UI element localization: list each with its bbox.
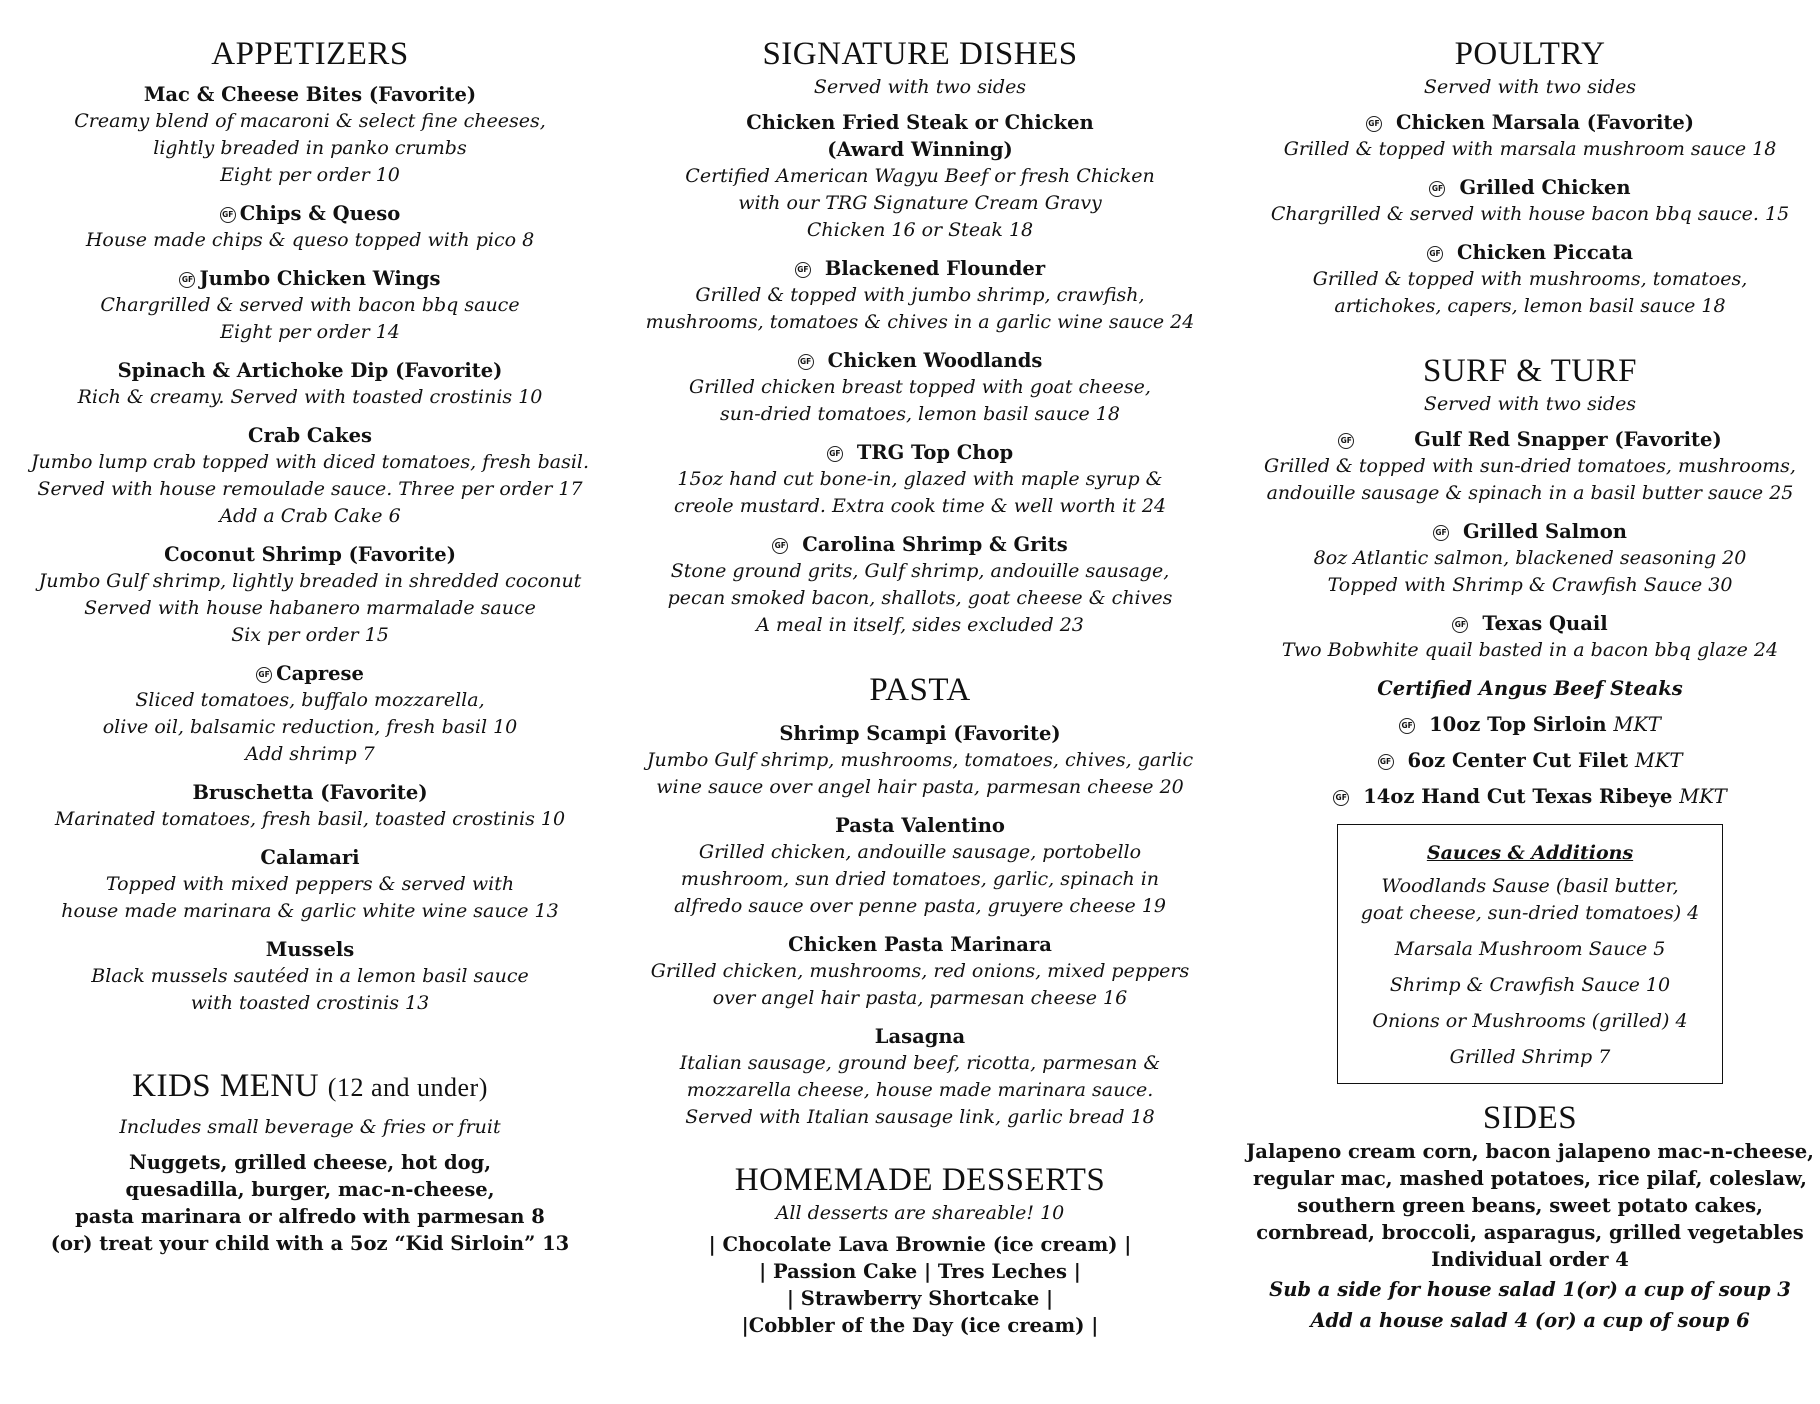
menu-item	[0, 541, 620, 649]
sauce-item: Shrimp & Crawfish Sauce 10	[1389, 974, 1671, 996]
section-subtitle: Served with two sides	[1423, 393, 1637, 415]
steak-price: MKT	[1634, 749, 1683, 772]
item-title: Chicken Woodlands	[827, 349, 1043, 372]
item-desc: olive oil, balsamic reduction, fresh basil 10	[102, 716, 518, 738]
menu-item	[1240, 610, 1820, 664]
section-subtitle: Served with two sides	[1423, 76, 1637, 98]
gluten-free-icon: GF	[798, 354, 814, 370]
menu-item	[640, 1023, 1200, 1131]
steak-item	[1240, 783, 1820, 810]
item-desc: House made chips & queso topped with pico 8	[85, 229, 535, 251]
item-desc: Grilled & topped with mushrooms, tomatoes,	[1312, 268, 1748, 290]
menu-item	[0, 265, 620, 346]
item-desc: Grilled & topped with sun-dried tomatoes, mushrooms,	[1264, 455, 1796, 477]
item-desc: Chargrilled & served with bacon bbq sauce	[100, 294, 520, 316]
poultry-heading: POULTRY	[1454, 36, 1606, 72]
menu-item	[640, 720, 1200, 801]
item-title: Mac & Cheese Bites (Favorite)	[143, 83, 477, 106]
item-title: Blackened Flounder	[824, 257, 1046, 280]
item-desc: 15oz hand cut bone-in, glazed with maple syrup &	[677, 468, 1163, 490]
gluten-free-icon: GF	[827, 446, 843, 462]
item-desc: alfredo sauce over penne pasta, gruyere cheese 19	[673, 895, 1167, 917]
sauce-item: Onions or Mushrooms (grilled) 4	[1372, 1010, 1688, 1032]
item-desc: creole mustard. Extra cook time & well worth it 24	[673, 495, 1167, 517]
menu-item	[0, 936, 620, 1017]
menu-item	[0, 660, 620, 768]
sides-line: southern green beans, sweet potato cakes,	[1297, 1194, 1763, 1217]
item-desc: Black mussels sautéed in a lemon basil sauce	[91, 965, 529, 987]
item-desc: Eight per order 10	[220, 164, 400, 186]
section-subtitle: Served with two sides	[813, 76, 1027, 98]
sides-line: Jalapeno cream corn, bacon jalapeno mac-n-cheese,	[1246, 1140, 1814, 1163]
dessert-line: |Cobbler of the Day (ice cream) |	[741, 1314, 1099, 1337]
menu-item	[1240, 426, 1820, 507]
steak-price: MKT	[1679, 785, 1727, 808]
item-title: Crab Cakes	[248, 424, 372, 447]
item-desc: Served with house habanero marmalade sauce	[84, 597, 536, 619]
item-title: Jumbo Chicken Wings	[199, 267, 441, 290]
item-title: Mussels	[265, 938, 355, 961]
item-desc: Topped with Shrimp & Crawfish Sauce 30	[1327, 574, 1733, 596]
item-desc: mushrooms, tomatoes & chives in a garlic wine sauce 24	[645, 311, 1195, 333]
signature-heading: SIGNATURE DISHES	[762, 36, 1078, 72]
item-title: Chips & Queso	[239, 202, 401, 225]
item-desc: sun-dried tomatoes, lemon basil sauce 18	[720, 403, 1120, 425]
item-title: Spinach & Artichoke Dip (Favorite)	[117, 359, 503, 382]
steaks-heading: Certified Angus Beef Steaks	[1377, 677, 1683, 700]
gluten-free-icon: GF	[256, 667, 272, 683]
sauces-box	[1337, 824, 1723, 1084]
kids-age-note: (12 and under)	[327, 1073, 488, 1102]
gluten-free-icon: GF	[220, 207, 236, 223]
sauce-item: Grilled Shrimp 7	[1449, 1046, 1611, 1068]
sides-line: Individual order 4	[1431, 1248, 1629, 1271]
item-title: TRG Top Chop	[856, 441, 1014, 464]
steak-item	[1240, 747, 1820, 774]
item-desc: Certified American Wagyu Beef or fresh Chicken	[685, 165, 1155, 187]
item-desc: wine sauce over angel hair pasta, parmesan cheese 20	[656, 776, 1184, 798]
item-desc: Jumbo Gulf shrimp, lightly breaded in shredded coconut	[38, 570, 582, 592]
menu-item	[640, 812, 1200, 920]
item-desc: Sliced tomatoes, buffalo mozzarella,	[135, 689, 485, 711]
menu-item	[0, 844, 620, 925]
item-desc: Stone ground grits, Gulf shrimp, andouille sausage,	[670, 560, 1170, 582]
menu-item	[640, 347, 1200, 428]
item-title: Lasagna	[874, 1025, 966, 1048]
sides-line: regular mac, mashed potatoes, rice pilaf, coleslaw,	[1253, 1167, 1807, 1190]
steak-item	[1240, 711, 1820, 738]
item-title: Chicken Pasta Marinara	[788, 933, 1052, 956]
item-title: Chicken Marsala (Favorite)	[1395, 111, 1695, 134]
surf-turf-heading: SURF & TURF	[1423, 353, 1637, 389]
menu-item	[0, 200, 620, 254]
menu-item	[0, 357, 620, 411]
menu-item	[1240, 174, 1820, 228]
steak-name: 14oz Hand Cut Texas Ribeye	[1363, 785, 1673, 808]
gluten-free-icon: GF	[1366, 116, 1382, 132]
sides-line: cornbread, broccoli, asparagus, grilled vegetables	[1256, 1221, 1804, 1244]
menu-item	[640, 531, 1200, 639]
item-title: Calamari	[260, 846, 360, 869]
item-desc: 8oz Atlantic salmon, blackened seasoning 20	[1313, 547, 1747, 569]
item-desc: Six per order 15	[231, 624, 389, 646]
kids-subtitle: Includes small beverage & fries or fruit	[119, 1116, 501, 1138]
menu-item	[640, 931, 1200, 1012]
menu-item	[0, 779, 620, 833]
steak-price: MKT	[1613, 713, 1661, 736]
item-desc: artichokes, capers, lemon basil sauce 18	[1334, 295, 1726, 317]
item-desc: with our TRG Signature Cream Gravy	[738, 192, 1102, 214]
gluten-free-icon: GF	[772, 538, 788, 554]
item-desc: Served with Italian sausage link, garlic bread 18	[685, 1106, 1155, 1128]
item-desc: pecan smoked bacon, shallots, goat cheese & chives	[667, 587, 1173, 609]
gluten-free-icon: GF	[1378, 754, 1394, 770]
item-desc: Served with house remoulade sauce. Three per order 17	[37, 478, 583, 500]
desserts-heading: HOMEMADE DESSERTS	[734, 1162, 1106, 1198]
steak-name: 6oz Center Cut Filet	[1407, 749, 1629, 772]
sides-heading: SIDES	[1482, 1100, 1578, 1136]
item-desc: andouille sausage & spinach in a basil butter sauce 25	[1266, 482, 1794, 504]
item-desc: Eight per order 14	[220, 321, 400, 343]
gluten-free-icon: GF	[1433, 525, 1449, 541]
gluten-free-icon: GF	[795, 262, 811, 278]
menu-item	[640, 439, 1200, 520]
menu-item	[0, 81, 620, 189]
sauce-item: Woodlands Sause (basil butter, goat cheese, sun-dried tomatoes) 4	[1360, 875, 1700, 924]
steak-name: 10oz Top Sirloin	[1429, 713, 1607, 736]
item-desc: over angel hair pasta, parmesan cheese 16	[712, 987, 1128, 1009]
item-desc: lightly breaded in panko crumbs	[153, 137, 467, 159]
item-desc: Jumbo Gulf shrimp, mushrooms, tomatoes, chives, garlic	[646, 749, 1194, 771]
section-subtitle: All desserts are shareable! 10	[775, 1202, 1065, 1224]
item-desc: Two Bobwhite quail basted in a bacon bbq glaze 24	[1281, 639, 1779, 661]
appetizers-heading: APPETIZERS	[211, 36, 409, 72]
gluten-free-icon: GF	[1338, 433, 1354, 449]
column-right	[1240, 0, 1820, 1335]
item-desc: Topped with mixed peppers & served with	[105, 873, 515, 895]
menu-item	[640, 255, 1200, 336]
sauce-item: Marsala Mushroom Sauce 5	[1394, 938, 1666, 960]
kids-menu-heading: KIDS MENU (12 and under)	[132, 1068, 488, 1104]
item-desc: house made marinara & garlic white wine sauce 13	[61, 900, 559, 922]
gluten-free-icon: GF	[1427, 246, 1443, 262]
gluten-free-icon: GF	[1333, 790, 1349, 806]
item-title-award: (Award Winning)	[827, 138, 1013, 161]
item-desc: A meal in itself, sides excluded 23	[756, 614, 1084, 636]
dessert-line: | Chocolate Lava Brownie (ice cream) |	[708, 1233, 1132, 1256]
gluten-free-icon: GF	[1452, 617, 1468, 633]
item-desc: mushroom, sun dried tomatoes, garlic, spinach in	[680, 868, 1160, 890]
item-title: Shrimp Scampi (Favorite)	[779, 722, 1061, 745]
item-desc: Marinated tomatoes, fresh basil, toasted crostinis 10	[54, 808, 566, 830]
item-desc: Chicken 16 or Steak 18	[806, 219, 1034, 241]
dessert-line: | Strawberry Shortcake |	[786, 1287, 1054, 1310]
item-title: Gulf Red Snapper (Favorite)	[1414, 428, 1722, 451]
item-title: Carolina Shrimp & Grits	[802, 533, 1068, 556]
item-title: Grilled Salmon	[1463, 520, 1627, 543]
sides-sub-line: Sub a side for house salad 1(or) a cup of soup 3	[1269, 1278, 1791, 1301]
column-middle	[640, 0, 1200, 1339]
item-title: Texas Quail	[1482, 612, 1608, 635]
column-left	[0, 0, 620, 1257]
menu-item	[0, 422, 620, 530]
gluten-free-icon: GF	[179, 272, 195, 288]
item-desc: Grilled & topped with marsala mushroom sauce 18	[1283, 138, 1777, 160]
kids-line: pasta marinara or alfredo with parmesan 8	[75, 1205, 545, 1228]
gluten-free-icon: GF	[1399, 718, 1415, 734]
item-desc: Chargrilled & served with house bacon bbq sauce. 15	[1270, 203, 1790, 225]
kids-line: quesadilla, burger, mac-n-cheese,	[125, 1178, 495, 1201]
item-title: Coconut Shrimp (Favorite)	[164, 543, 456, 566]
menu-item	[1240, 518, 1820, 599]
item-desc: Grilled chicken, mushrooms, red onions, mixed peppers	[650, 960, 1190, 982]
menu-item	[1240, 109, 1820, 163]
item-title: Bruschetta (Favorite)	[192, 781, 428, 804]
item-desc: with toasted crostinis 13	[190, 992, 430, 1014]
item-desc: mozzarella cheese, house made marinara sauce.	[686, 1079, 1154, 1101]
item-desc: Italian sausage, ground beef, ricotta, parmesan &	[679, 1052, 1161, 1074]
kids-line: (or) treat your child with a 5oz “Kid Sirloin” 13	[50, 1232, 570, 1255]
menu-item	[640, 109, 1200, 244]
item-desc: Grilled chicken breast topped with goat cheese,	[689, 376, 1151, 398]
item-desc: Grilled chicken, andouille sausage, portobello	[698, 841, 1142, 863]
item-desc: Add a Crab Cake 6	[219, 505, 401, 527]
item-title: Chicken Fried Steak or Chicken	[746, 111, 1094, 134]
pasta-heading: PASTA	[869, 672, 971, 708]
gluten-free-icon: GF	[1429, 181, 1445, 197]
item-desc: Creamy blend of macaroni & select fine cheeses,	[74, 110, 546, 132]
item-desc: Rich & creamy. Served with toasted crostinis 10	[77, 386, 543, 408]
item-title: Caprese	[276, 662, 364, 685]
sides-add-line: Add a house salad 4 (or) a cup of soup 6	[1310, 1309, 1750, 1332]
dessert-line: | Passion Cake | Tres Leches |	[759, 1260, 1081, 1283]
item-desc: Add shrimp 7	[245, 743, 375, 765]
menu-item	[1240, 239, 1820, 320]
item-title: Chicken Piccata	[1457, 241, 1633, 264]
sauces-heading: Sauces & Additions	[1426, 842, 1634, 864]
item-desc: Jumbo lump crab topped with diced tomatoes, fresh basil.	[30, 451, 590, 473]
item-title: Grilled Chicken	[1459, 176, 1631, 199]
kids-line: Nuggets, grilled cheese, hot dog,	[128, 1151, 492, 1174]
item-title: Pasta Valentino	[835, 814, 1005, 837]
item-desc: Grilled & topped with jumbo shrimp, crawfish,	[695, 284, 1145, 306]
